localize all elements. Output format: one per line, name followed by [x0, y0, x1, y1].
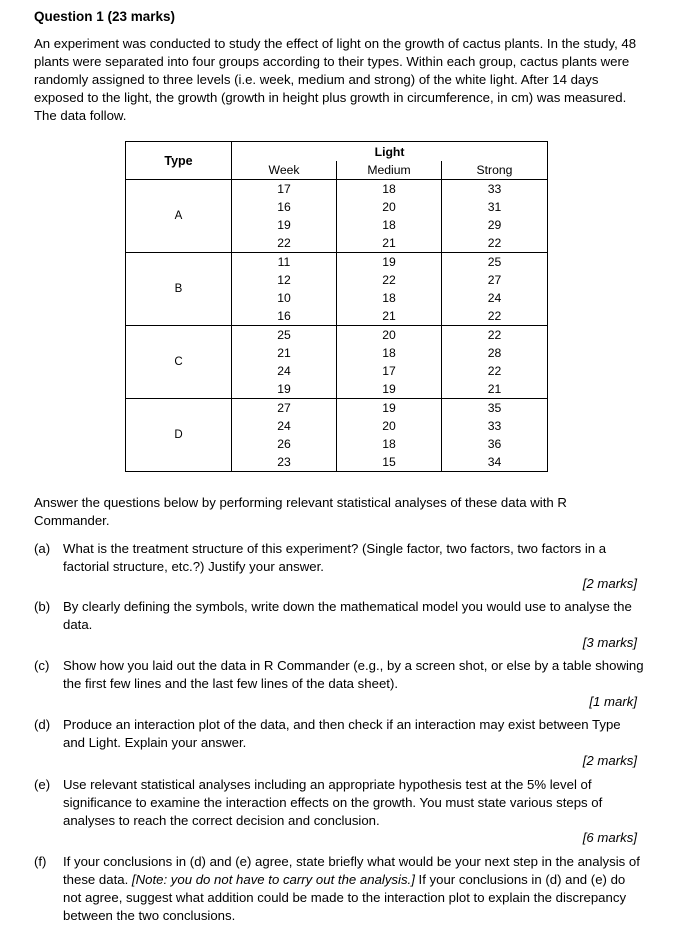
- value-cell: 31: [487, 200, 502, 214]
- question-text-part: If your conclusions in (d) and (e) do not agree, suggest what addition could be made to the interaction plot to explain the discrepancy between the two conclusions.: [63, 872, 627, 923]
- question-text-part: If your conclusions in (d) and (e) agree, state briefly what would be your next step in the analysis of these data.: [63, 854, 640, 887]
- group-label-a: A: [126, 180, 232, 253]
- value-cell: 28: [487, 346, 502, 360]
- value-cell: 22: [487, 328, 502, 342]
- question-text: Produce an interaction plot of the data, and then check if an interaction may exist between Type and Light. Explain your answer.: [63, 717, 621, 750]
- question-label: (f): [34, 854, 47, 869]
- question-text: What is the treatment structure of this experiment? (Single factor, two factors, two factors in a factorial structure, etc.?) Justify your answer.: [63, 541, 607, 574]
- question-text: Show how you laid out the data in R Commander (e.g., by a screen shot, or else by a table showing the first few lines and the last few lines of the data sheet).: [63, 658, 644, 691]
- value-cell: 19: [382, 401, 396, 415]
- table-row-group-d: [126, 399, 548, 472]
- value-cell: 27: [487, 273, 502, 287]
- question-label: (e): [34, 777, 51, 792]
- question-text: Use relevant statistical analyses including an appropriate hypothesis test at the 5% level of significance to examine the interaction effects on the growth. You must state various steps of analyses to reach the correct decision and conclusion.: [63, 777, 603, 828]
- intro-paragraph: An experiment was conducted to study the effect of light on the growth of cactus plants. In the study, 48 plants were separated into four groups according to their types. Within each group, cactus plants were randomly assigned to three levels (i.e. week, medium and strong) of the white light. After 14 days exposed to the light, the growth (growth in height plus growth in circumference, in cm) was measured. The data follow.: [34, 36, 637, 123]
- value-cell: 22: [487, 364, 502, 378]
- type-header: Type: [126, 142, 232, 180]
- table-row-group-c: [126, 326, 548, 399]
- value-cell: 21: [277, 346, 291, 360]
- value-cell: 18: [382, 182, 396, 196]
- value-cell: 24: [277, 419, 291, 433]
- value-cell: 21: [487, 382, 502, 396]
- marks-a: [2 marks]: [582, 576, 637, 591]
- question-c: [34, 657, 644, 693]
- value-cell: 26: [277, 437, 291, 451]
- level-header-strong: Strong: [442, 161, 548, 180]
- value-cell: 24: [487, 291, 502, 305]
- value-cell: 17: [277, 182, 291, 196]
- question-label: (d): [34, 717, 51, 732]
- value-cell: 35: [487, 401, 502, 415]
- value-cell: 20: [382, 328, 396, 342]
- question-title: Question 1 (23 marks): [34, 9, 176, 24]
- values-d-strong: [442, 399, 548, 472]
- marks-c: [1 mark]: [589, 694, 637, 709]
- group-label-c: C: [126, 326, 232, 399]
- value-cell: 18: [382, 346, 396, 360]
- question-f: [34, 853, 644, 925]
- values-c-strong: [442, 326, 548, 399]
- value-cell: 18: [382, 437, 396, 451]
- level-header-week: Week: [232, 161, 337, 180]
- value-cell: 10: [277, 291, 291, 305]
- group-label-b: B: [126, 253, 232, 326]
- value-cell: 25: [277, 328, 291, 342]
- value-cell: 21: [382, 236, 396, 250]
- value-cell: 20: [382, 419, 396, 433]
- value-cell: 21: [382, 309, 396, 323]
- value-cell: 29: [487, 218, 502, 232]
- value-cell: 16: [277, 309, 291, 323]
- value-cell: 25: [487, 255, 502, 269]
- level-header-medium: Medium: [337, 161, 442, 180]
- marks-d: [2 marks]: [582, 753, 637, 768]
- values-b-strong: [442, 253, 548, 326]
- value-cell: 23: [277, 455, 291, 469]
- question-label: (b): [34, 599, 51, 614]
- value-cell: 36: [487, 437, 502, 451]
- value-cell: 22: [277, 236, 291, 250]
- group-label-d: D: [126, 399, 232, 472]
- values-a-strong: [442, 180, 548, 253]
- value-cell: 15: [382, 455, 396, 469]
- values-c-medium: [337, 326, 442, 399]
- value-cell: 27: [277, 401, 291, 415]
- value-cell: 19: [382, 255, 396, 269]
- marks-b: [3 marks]: [582, 635, 637, 650]
- values-d-medium: [337, 399, 442, 472]
- question-text: [63, 853, 644, 925]
- table-row-group-b: [126, 253, 548, 326]
- light-header: Light: [232, 142, 548, 162]
- value-cell: 11: [277, 255, 291, 269]
- values-a-medium: [337, 180, 442, 253]
- value-cell: 18: [382, 291, 396, 305]
- data-table: [125, 141, 548, 472]
- values-c-week: [232, 326, 337, 399]
- question-b: [34, 598, 644, 634]
- question-d: [34, 716, 644, 752]
- values-d-week: [232, 399, 337, 472]
- value-cell: 34: [487, 455, 502, 469]
- question-text: By clearly defining the symbols, write down the mathematical model you would use to analyse the data.: [63, 599, 632, 632]
- value-cell: 22: [487, 236, 502, 250]
- value-cell: 20: [382, 200, 396, 214]
- value-cell: 12: [277, 273, 291, 287]
- value-cell: 17: [382, 364, 396, 378]
- table-row-group-a: [126, 180, 548, 253]
- question-note: [Note: you do not have to carry out the analysis.]: [131, 872, 415, 887]
- value-cell: 22: [487, 309, 502, 323]
- value-cell: 19: [277, 218, 291, 232]
- question-label: (c): [34, 658, 50, 673]
- question-e: [34, 776, 644, 830]
- value-cell: 24: [277, 364, 291, 378]
- value-cell: 33: [487, 182, 502, 196]
- values-a-week: [232, 180, 337, 253]
- value-cell: 33: [487, 419, 502, 433]
- question-label: (a): [34, 541, 51, 556]
- value-cell: 19: [277, 382, 291, 396]
- value-cell: 19: [382, 382, 396, 396]
- marks-e: [6 marks]: [582, 830, 637, 845]
- value-cell: 22: [382, 273, 396, 287]
- answer-instructions: Answer the questions below by performing relevant statistical analyses of these data with R Commander.: [34, 495, 567, 528]
- values-b-medium: [337, 253, 442, 326]
- value-cell: 16: [277, 200, 291, 214]
- value-cell: 18: [382, 218, 396, 232]
- question-a: [34, 540, 644, 576]
- values-b-week: [232, 253, 337, 326]
